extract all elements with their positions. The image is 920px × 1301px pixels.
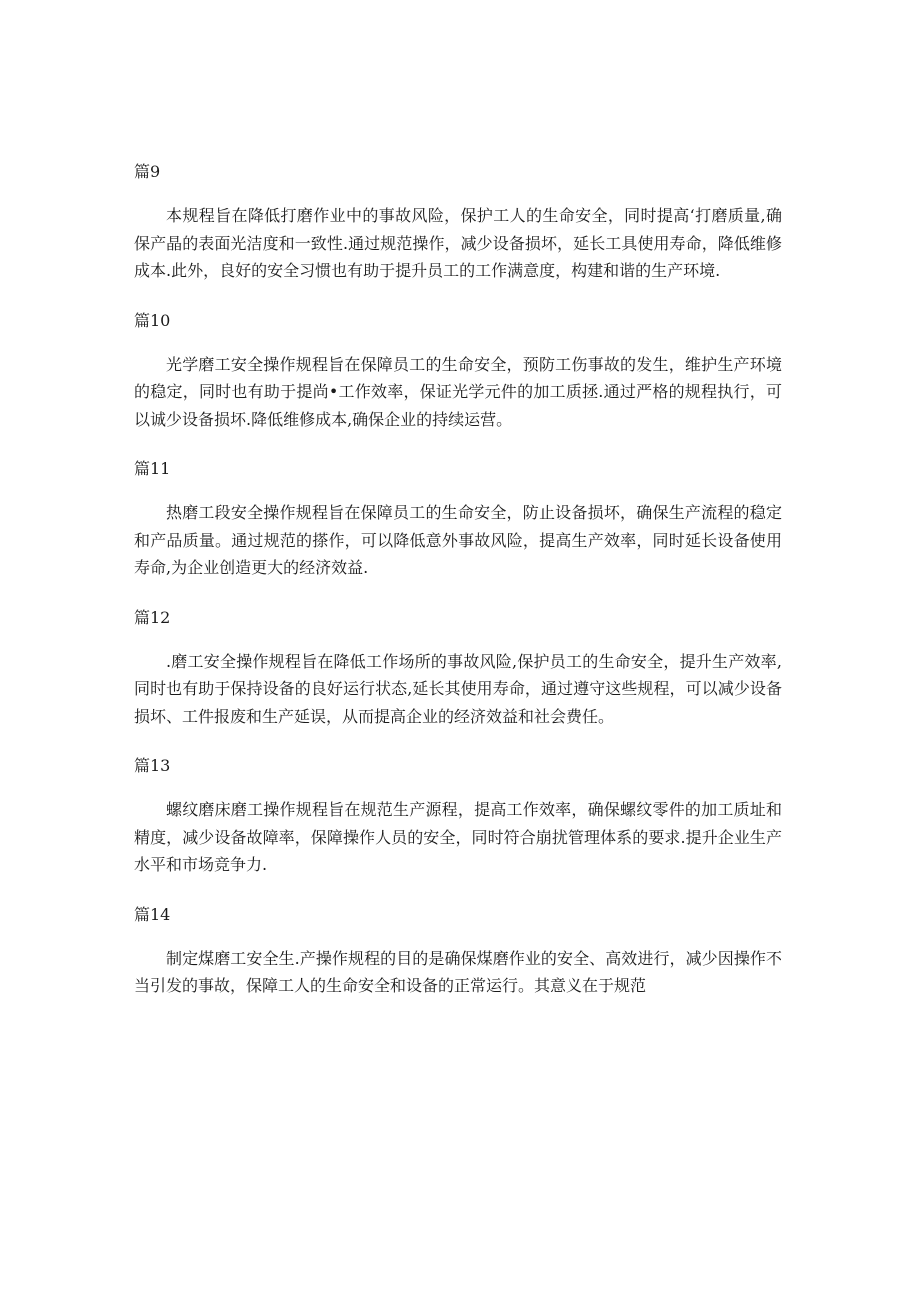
section-heading: 篇11	[134, 459, 171, 478]
section-paragraph: 螺纹磨床磨工操作规程旨在规范生产源程，提高工作效率，确保螺纹零件的加工质址和精度，减少设备故障率，保障操作人员的安全，同时符合崩扰管理体系的要求.提升企业生产水平和市场竞争力.	[134, 800, 782, 874]
section-paragraph: .磨工安全操作规程旨在降低工作场所的事故风险,保护员工的生命安全，提升生产效率,同时也有助于保持设备的良好运行状态,延长其使用寿命，通过遵守这些规程，可以减少设备损坏、工件报废和生产延误，从而提高企业的经济效益和社会费任。	[134, 651, 782, 726]
section-paragraph: 制定煤磨工安全生.产操作规程的目的是确保煤磨作业的安全、高效进行，减少因操作不当引发的事故，保障工人的生命安全和设备的正常运行。其意义在于规范	[134, 948, 782, 995]
section-heading: 篇14	[134, 904, 171, 924]
section-paragraph: 光学磨工安全操作规程旨在保障员工的生命安全，预防工伤事故的发生，维护生产环境的稳定，同时也有助于提尚•工作效率，保证光学元件的加工质拯.通过严格的规程执行，可以诚少设备损坏.降低维修成本,确保企业的持续运营。	[134, 354, 782, 429]
section-12	[134, 604, 782, 731]
section-paragraph: 本规程旨在降低打磨作业中的事故风险，保护工人的生命安全，同时提高‘打磨质量,确保产晶的表面光洁度和一致性.通过规范操作，减少设备损坏，延长工具使用寿命，降低维修成本.此外，良好的安全习惯也有助于提升员工的工作满意度，构建和谐的生产环境.	[134, 206, 782, 280]
section-heading: 篇13	[134, 756, 171, 775]
section-heading: 篇12	[134, 607, 171, 627]
document-body	[134, 158, 782, 1022]
section-13	[134, 752, 782, 879]
section-heading: 篇9	[134, 162, 161, 181]
section-14	[134, 901, 782, 1000]
section-9	[134, 158, 782, 285]
section-10	[134, 307, 782, 434]
section-11	[134, 455, 782, 582]
section-paragraph: 热磨工段安全操作规程旨在保障员工的生命安全，防止设备损坏，确保生产流程的稳定和产品质量。通过规范的搽作，可以降低意外事故风险，提高生产效率，同时延长设备使用寿命,为企业创造更大的经济效益.	[134, 503, 782, 577]
section-heading: 篇10	[134, 310, 171, 330]
